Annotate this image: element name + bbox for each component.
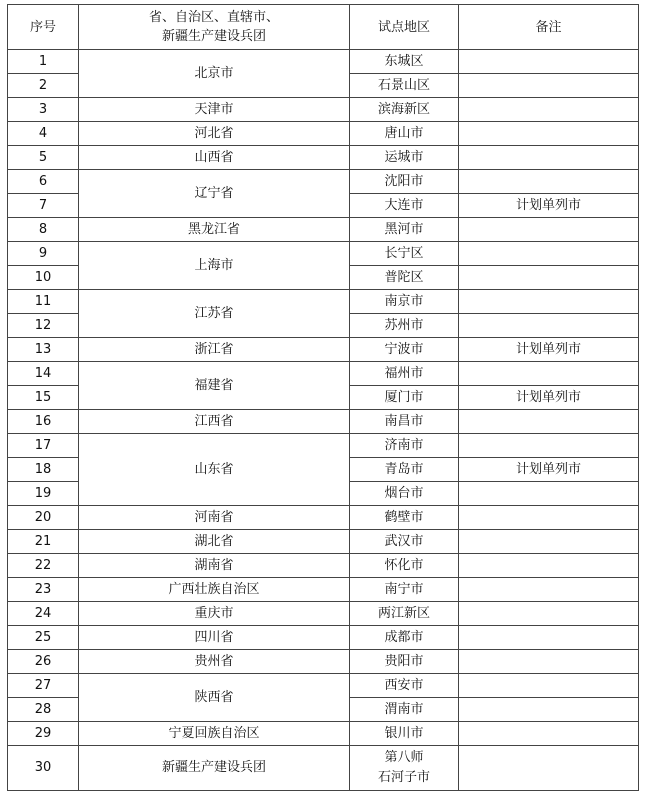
remark-cell	[459, 698, 639, 722]
row-number: 7	[8, 194, 79, 218]
region-cell: 宁夏回族自治区	[79, 722, 350, 746]
remark-cell: 计划单列市	[459, 458, 639, 482]
remark-cell	[459, 674, 639, 698]
row-number: 29	[8, 722, 79, 746]
area-cell	[350, 746, 459, 791]
remark-cell	[459, 362, 639, 386]
area-cell: 滨海新区	[350, 98, 459, 122]
region-cell: 山西省	[79, 146, 350, 170]
header-area: 试点地区	[350, 5, 459, 50]
row-number: 19	[8, 482, 79, 506]
header-row	[8, 5, 639, 50]
region-cell: 山东省	[79, 434, 350, 506]
row-number: 23	[8, 578, 79, 602]
region-cell: 黑龙江省	[79, 218, 350, 242]
header-remark: 备注	[459, 5, 639, 50]
table-row	[8, 290, 639, 314]
remark-cell	[459, 578, 639, 602]
remark-cell	[459, 746, 639, 791]
table-row	[8, 98, 639, 122]
area-cell: 宁波市	[350, 338, 459, 362]
remark-cell	[459, 554, 639, 578]
row-number: 5	[8, 146, 79, 170]
table-row	[8, 170, 639, 194]
row-number: 4	[8, 122, 79, 146]
row-number: 24	[8, 602, 79, 626]
remark-cell	[459, 722, 639, 746]
header-no: 序号	[8, 5, 79, 50]
row-number: 17	[8, 434, 79, 458]
table-row	[8, 578, 639, 602]
row-number: 16	[8, 410, 79, 434]
table-row	[8, 362, 639, 386]
area-cell: 武汉市	[350, 530, 459, 554]
area-cell: 青岛市	[350, 458, 459, 482]
remark-cell	[459, 122, 639, 146]
area-cell: 西安市	[350, 674, 459, 698]
row-number: 30	[8, 746, 79, 791]
row-number: 3	[8, 98, 79, 122]
region-cell: 湖南省	[79, 554, 350, 578]
remark-cell: 计划单列市	[459, 338, 639, 362]
region-cell: 湖北省	[79, 530, 350, 554]
area-cell: 沈阳市	[350, 170, 459, 194]
table-row	[8, 530, 639, 554]
header-region-line1: 省、自治区、直辖市、	[148, 10, 279, 25]
area-cell: 烟台市	[350, 482, 459, 506]
remark-cell	[459, 506, 639, 530]
table-row	[8, 218, 639, 242]
area-cell: 东城区	[350, 50, 459, 74]
area-line2: 石河子市	[377, 770, 430, 785]
row-number: 22	[8, 554, 79, 578]
remark-cell	[459, 74, 639, 98]
remark-cell	[459, 530, 639, 554]
row-number: 12	[8, 314, 79, 338]
region-cell: 北京市	[79, 50, 350, 98]
region-cell: 河北省	[79, 122, 350, 146]
table-row	[8, 122, 639, 146]
remark-cell: 计划单列市	[459, 386, 639, 410]
remark-cell	[459, 218, 639, 242]
area-cell: 南昌市	[350, 410, 459, 434]
table-row	[8, 410, 639, 434]
area-cell: 渭南市	[350, 698, 459, 722]
remark-cell	[459, 146, 639, 170]
region-cell: 四川省	[79, 626, 350, 650]
row-number: 21	[8, 530, 79, 554]
region-cell: 福建省	[79, 362, 350, 410]
area-cell: 福州市	[350, 362, 459, 386]
region-cell: 浙江省	[79, 338, 350, 362]
region-cell: 上海市	[79, 242, 350, 290]
row-number: 11	[8, 290, 79, 314]
row-number: 1	[8, 50, 79, 74]
area-cell: 运城市	[350, 146, 459, 170]
table-row	[8, 50, 639, 74]
row-number: 2	[8, 74, 79, 98]
region-cell: 重庆市	[79, 602, 350, 626]
row-number: 13	[8, 338, 79, 362]
region-cell: 陕西省	[79, 674, 350, 722]
remark-cell	[459, 242, 639, 266]
remark-cell	[459, 650, 639, 674]
remark-cell	[459, 602, 639, 626]
remark-cell	[459, 170, 639, 194]
remark-cell	[459, 482, 639, 506]
remark-cell	[459, 266, 639, 290]
area-cell: 两江新区	[350, 602, 459, 626]
row-number: 20	[8, 506, 79, 530]
remark-cell	[459, 434, 639, 458]
region-cell: 天津市	[79, 98, 350, 122]
table-row	[8, 674, 639, 698]
table-row	[8, 650, 639, 674]
area-cell: 贵阳市	[350, 650, 459, 674]
row-number: 25	[8, 626, 79, 650]
area-cell: 唐山市	[350, 122, 459, 146]
area-cell: 成都市	[350, 626, 459, 650]
area-cell: 厦门市	[350, 386, 459, 410]
area-cell: 怀化市	[350, 554, 459, 578]
table-row	[8, 506, 639, 530]
header-region	[79, 5, 350, 50]
area-cell: 南京市	[350, 290, 459, 314]
row-number: 10	[8, 266, 79, 290]
area-cell: 大连市	[350, 194, 459, 218]
row-number: 8	[8, 218, 79, 242]
remark-cell: 计划单列市	[459, 194, 639, 218]
row-number: 9	[8, 242, 79, 266]
area-cell: 南宁市	[350, 578, 459, 602]
table-row	[8, 602, 639, 626]
region-cell: 贵州省	[79, 650, 350, 674]
row-number: 18	[8, 458, 79, 482]
area-cell: 济南市	[350, 434, 459, 458]
region-cell: 江西省	[79, 410, 350, 434]
region-cell: 广西壮族自治区	[79, 578, 350, 602]
region-cell: 河南省	[79, 506, 350, 530]
area-cell: 普陀区	[350, 266, 459, 290]
table-row	[8, 338, 639, 362]
table-row	[8, 722, 639, 746]
row-number: 28	[8, 698, 79, 722]
area-cell: 石景山区	[350, 74, 459, 98]
table-row	[8, 242, 639, 266]
area-cell: 银川市	[350, 722, 459, 746]
region-cell: 江苏省	[79, 290, 350, 338]
table-row	[8, 434, 639, 458]
area-line1: 第八师	[384, 750, 424, 765]
area-cell: 黑河市	[350, 218, 459, 242]
row-number: 15	[8, 386, 79, 410]
remark-cell	[459, 50, 639, 74]
table-row	[8, 146, 639, 170]
area-cell: 长宁区	[350, 242, 459, 266]
row-number: 27	[8, 674, 79, 698]
remark-cell	[459, 98, 639, 122]
region-cell: 新疆生产建设兵团	[79, 746, 350, 791]
pilot-areas-table	[7, 4, 639, 791]
remark-cell	[459, 410, 639, 434]
area-cell: 苏州市	[350, 314, 459, 338]
remark-cell	[459, 626, 639, 650]
row-number: 26	[8, 650, 79, 674]
table-row	[8, 626, 639, 650]
region-cell: 辽宁省	[79, 170, 350, 218]
remark-cell	[459, 290, 639, 314]
row-number: 14	[8, 362, 79, 386]
remark-cell	[459, 314, 639, 338]
header-region-line2: 新疆生产建设兵团	[161, 29, 266, 44]
table-row	[8, 554, 639, 578]
row-number: 6	[8, 170, 79, 194]
table-row	[8, 746, 639, 791]
area-cell: 鹤壁市	[350, 506, 459, 530]
